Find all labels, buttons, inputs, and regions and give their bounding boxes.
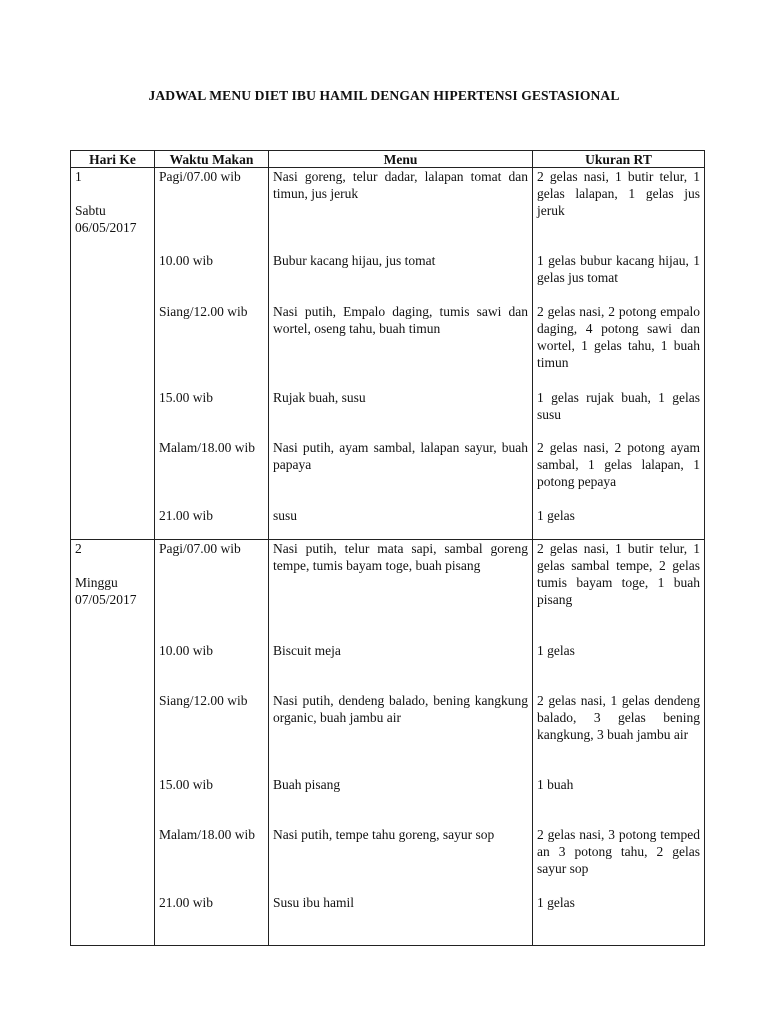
header-ukuran-rt: Ukuran RT: [533, 151, 705, 168]
day-date: 06/05/2017: [75, 220, 137, 235]
meal-size: 2 gelas nasi, 1 gelas dendeng balado, 3 gelas bening kangkung, 3 buah jambu air: [533, 692, 705, 776]
meal-menu: Susu ibu hamil: [269, 894, 533, 946]
diet-menu-table: [70, 150, 705, 946]
meal-time: 21.00 wib: [155, 894, 269, 946]
meal-size: 1 gelas rujak buah, 1 gelas susu: [533, 389, 705, 439]
meal-size: 1 gelas: [533, 642, 705, 692]
meal-time: Malam/18.00 wib: [155, 439, 269, 507]
meal-time: 15.00 wib: [155, 776, 269, 826]
day-number: 2: [75, 541, 82, 556]
meal-time: 21.00 wib: [155, 507, 269, 540]
meal-menu: Nasi goreng, telur dadar, lalapan tomat dan timun, jus jeruk: [269, 168, 533, 252]
day-name: Sabtu: [75, 203, 106, 218]
meal-menu: Biscuit meja: [269, 642, 533, 692]
meal-size: 1 gelas bubur kacang hijau, 1 gelas jus tomat: [533, 252, 705, 303]
table-row: [71, 439, 705, 507]
meal-time: Pagi/07.00 wib: [155, 540, 269, 642]
table-row: [71, 507, 705, 540]
day-cell: [71, 168, 155, 540]
meal-size: 1 buah: [533, 776, 705, 826]
meal-time: 10.00 wib: [155, 252, 269, 303]
table-row: [71, 389, 705, 439]
header-hari-ke: Hari Ke: [71, 151, 155, 168]
meal-menu: Nasi putih, ayam sambal, lalapan sayur, buah papaya: [269, 439, 533, 507]
meal-menu: Bubur kacang hijau, jus tomat: [269, 252, 533, 303]
meal-size: 2 gelas nasi, 3 potong temped an 3 potong tahu, 2 gelas sayur sop: [533, 826, 705, 894]
meal-time: 15.00 wib: [155, 389, 269, 439]
table-row: [71, 168, 705, 252]
table-header-row: [71, 151, 705, 168]
meal-size: 2 gelas nasi, 1 butir telur, 1 gelas lalapan, 1 gelas jus jeruk: [533, 168, 705, 252]
meal-menu: Nasi putih, dendeng balado, bening kangkung organic, buah jambu air: [269, 692, 533, 776]
meal-menu: Buah pisang: [269, 776, 533, 826]
meal-menu: Rujak buah, susu: [269, 389, 533, 439]
table-row: [71, 252, 705, 303]
meal-time: Malam/18.00 wib: [155, 826, 269, 894]
table-row: [71, 642, 705, 692]
day-cell: [71, 540, 155, 946]
table-row: [71, 540, 705, 642]
header-waktu-makan: Waktu Makan: [155, 151, 269, 168]
day-number: 1: [75, 169, 82, 184]
meal-time: Siang/12.00 wib: [155, 303, 269, 389]
meal-size: 1 gelas: [533, 894, 705, 946]
table-row: [71, 692, 705, 776]
meal-size: 2 gelas nasi, 1 butir telur, 1 gelas sambal tempe, 2 gelas tumis bayam toge, 1 buah pisang: [533, 540, 705, 642]
header-menu: Menu: [269, 151, 533, 168]
document-title: JADWAL MENU DIET IBU HAMIL DENGAN HIPERTENSI GESTASIONAL: [148, 88, 620, 103]
meal-menu: susu: [269, 507, 533, 540]
meal-time: Pagi/07.00 wib: [155, 168, 269, 252]
meal-menu: Nasi putih, telur mata sapi, sambal goreng tempe, tumis bayam toge, buah pisang: [269, 540, 533, 642]
table-row: [71, 776, 705, 826]
table-row: [71, 894, 705, 946]
table-row: [71, 303, 705, 389]
meal-size: 2 gelas nasi, 2 potong empalo daging, 4 potong sawi dan wortel, 1 gelas tahu, 1 buah timun: [533, 303, 705, 389]
meal-time: Siang/12.00 wib: [155, 692, 269, 776]
day-name: Minggu: [75, 575, 118, 590]
day-date: 07/05/2017: [75, 592, 137, 607]
meal-time: 10.00 wib: [155, 642, 269, 692]
table-row: [71, 826, 705, 894]
meal-menu: Nasi putih, tempe tahu goreng, sayur sop: [269, 826, 533, 894]
meal-size: 2 gelas nasi, 2 potong ayam sambal, 1 gelas lalapan, 1 potong pepaya: [533, 439, 705, 507]
meal-size: 1 gelas: [533, 507, 705, 540]
meal-menu: Nasi putih, Empalo daging, tumis sawi dan wortel, oseng tahu, buah timun: [269, 303, 533, 389]
